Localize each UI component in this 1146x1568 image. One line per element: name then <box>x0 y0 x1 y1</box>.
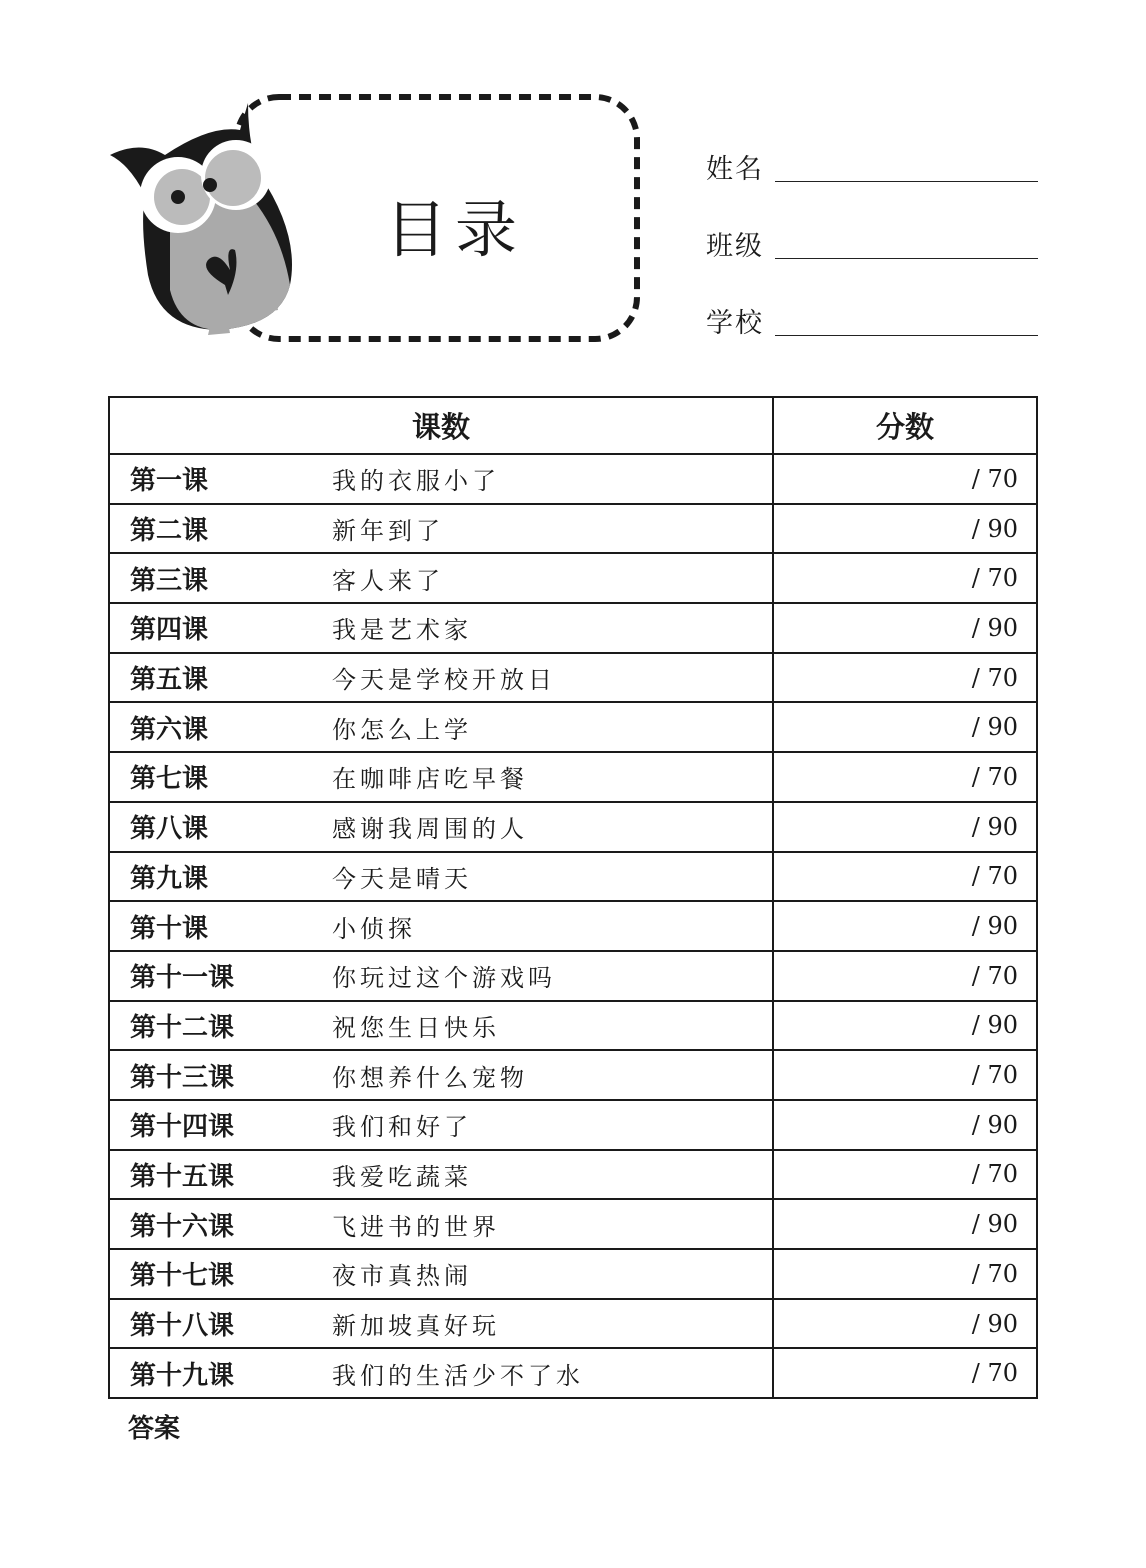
lesson-cell <box>109 1150 773 1200</box>
lesson-title: 客人来了 <box>332 566 444 595</box>
lesson-number: 第九课 <box>130 863 209 894</box>
table-row <box>109 1050 1037 1100</box>
column-header-score: 分数 <box>773 397 1037 454</box>
score-cell: / 90 <box>773 603 1037 653</box>
class-label: 班级 <box>706 231 764 262</box>
table-row <box>109 1100 1037 1150</box>
table-row <box>109 504 1037 554</box>
score-cell: / 90 <box>773 1299 1037 1349</box>
lesson-number: 第十课 <box>130 913 209 944</box>
lesson-title: 你玩过这个游戏吗 <box>332 964 556 993</box>
owl-icon <box>110 103 292 335</box>
lesson-number: 第八课 <box>130 814 209 845</box>
score-cell: / 70 <box>773 1050 1037 1100</box>
page-title: 目录 <box>385 193 526 266</box>
lesson-title: 小侦探 <box>332 914 416 943</box>
lesson-number: 第五课 <box>130 665 209 696</box>
score-cell: / 70 <box>773 454 1037 504</box>
lesson-cell <box>109 1001 773 1051</box>
table-row <box>109 1348 1037 1398</box>
name-field[interactable] <box>706 146 1038 186</box>
score-cell: / 70 <box>773 1150 1037 1200</box>
lesson-number: 第十九课 <box>130 1360 235 1391</box>
score-cell: / 90 <box>773 1199 1037 1249</box>
table-row <box>109 653 1037 703</box>
table-row <box>109 1249 1037 1299</box>
lesson-title: 你怎么上学 <box>332 715 472 744</box>
column-header-lessons: 课数 <box>109 397 773 454</box>
lesson-title: 今天是学校开放日 <box>332 666 556 695</box>
table-row <box>109 951 1037 1001</box>
table-row <box>109 603 1037 653</box>
table-row <box>109 752 1037 802</box>
lesson-cell <box>109 1050 773 1100</box>
school-field[interactable] <box>706 300 1038 340</box>
class-field[interactable] <box>706 223 1038 263</box>
lesson-cell <box>109 702 773 752</box>
answers-heading: 答案 <box>128 1414 181 1444</box>
lesson-number: 第六课 <box>130 714 209 745</box>
lesson-number: 第三课 <box>130 565 209 596</box>
lesson-number: 第十七课 <box>130 1261 235 1292</box>
lesson-number: 第十六课 <box>130 1211 235 1242</box>
lesson-title: 新加坡真好玩 <box>332 1312 500 1341</box>
lesson-number: 第二课 <box>130 516 209 547</box>
table-row <box>109 1199 1037 1249</box>
table-row <box>109 802 1037 852</box>
lesson-number: 第十二课 <box>130 1012 235 1043</box>
owl-title-frame <box>100 85 650 350</box>
lesson-cell <box>109 1299 773 1349</box>
lesson-cell <box>109 852 773 902</box>
lesson-title: 飞进书的世界 <box>332 1212 500 1241</box>
score-cell: / 70 <box>773 653 1037 703</box>
score-cell: / 90 <box>773 1001 1037 1051</box>
lesson-title: 感谢我周围的人 <box>332 815 528 844</box>
lesson-title: 我们和好了 <box>332 1113 472 1142</box>
lesson-title: 我是艺术家 <box>332 616 472 645</box>
lesson-cell <box>109 1348 773 1398</box>
score-cell: / 70 <box>773 752 1037 802</box>
lesson-cell <box>109 951 773 1001</box>
lesson-cell <box>109 603 773 653</box>
lesson-cell <box>109 901 773 951</box>
lesson-number: 第十八课 <box>130 1311 235 1342</box>
lesson-number: 第一课 <box>130 466 209 497</box>
lesson-title: 今天是晴天 <box>332 864 472 893</box>
lesson-cell <box>109 1100 773 1150</box>
score-cell: / 90 <box>773 504 1037 554</box>
lesson-number: 第十五课 <box>130 1161 235 1192</box>
lesson-cell <box>109 752 773 802</box>
lesson-cell <box>109 1199 773 1249</box>
lesson-title: 我爱吃蔬菜 <box>332 1162 472 1191</box>
table-row <box>109 553 1037 603</box>
lesson-number: 第四课 <box>130 615 209 646</box>
table-row <box>109 1299 1037 1349</box>
score-cell: / 90 <box>773 702 1037 752</box>
table-row <box>109 454 1037 504</box>
score-cell: / 90 <box>773 901 1037 951</box>
lesson-title: 在咖啡店吃早餐 <box>332 765 528 794</box>
lesson-number: 第十三课 <box>130 1062 235 1093</box>
lesson-number: 第十四课 <box>130 1112 235 1143</box>
lesson-cell <box>109 454 773 504</box>
lesson-number: 第十一课 <box>130 963 235 994</box>
class-line[interactable] <box>775 257 1038 259</box>
lesson-title: 我的衣服小了 <box>332 467 500 496</box>
score-cell: / 90 <box>773 802 1037 852</box>
lesson-title: 你想养什么宠物 <box>332 1063 528 1092</box>
lesson-title: 夜市真热闹 <box>332 1262 472 1291</box>
score-cell: / 90 <box>773 1100 1037 1150</box>
score-cell: / 70 <box>773 951 1037 1001</box>
score-cell: / 70 <box>773 553 1037 603</box>
table-row <box>109 1001 1037 1051</box>
lesson-number: 第七课 <box>130 764 209 795</box>
table-row <box>109 1150 1037 1200</box>
table-row <box>109 901 1037 951</box>
name-label: 姓名 <box>706 154 764 185</box>
score-cell: / 70 <box>773 1348 1037 1398</box>
contents-table <box>108 396 1038 1399</box>
school-label: 学校 <box>706 308 764 339</box>
score-cell: / 70 <box>773 1249 1037 1299</box>
lesson-title: 祝您生日快乐 <box>332 1013 500 1042</box>
lesson-cell <box>109 553 773 603</box>
table-row <box>109 702 1037 752</box>
score-cell: / 70 <box>773 852 1037 902</box>
lesson-title: 新年到了 <box>332 517 444 546</box>
name-line[interactable] <box>775 180 1038 182</box>
lesson-cell <box>109 802 773 852</box>
table-row <box>109 852 1037 902</box>
lesson-cell <box>109 1249 773 1299</box>
lesson-cell <box>109 653 773 703</box>
lesson-title: 我们的生活少不了水 <box>332 1361 584 1390</box>
lesson-cell <box>109 504 773 554</box>
school-line[interactable] <box>775 334 1038 336</box>
